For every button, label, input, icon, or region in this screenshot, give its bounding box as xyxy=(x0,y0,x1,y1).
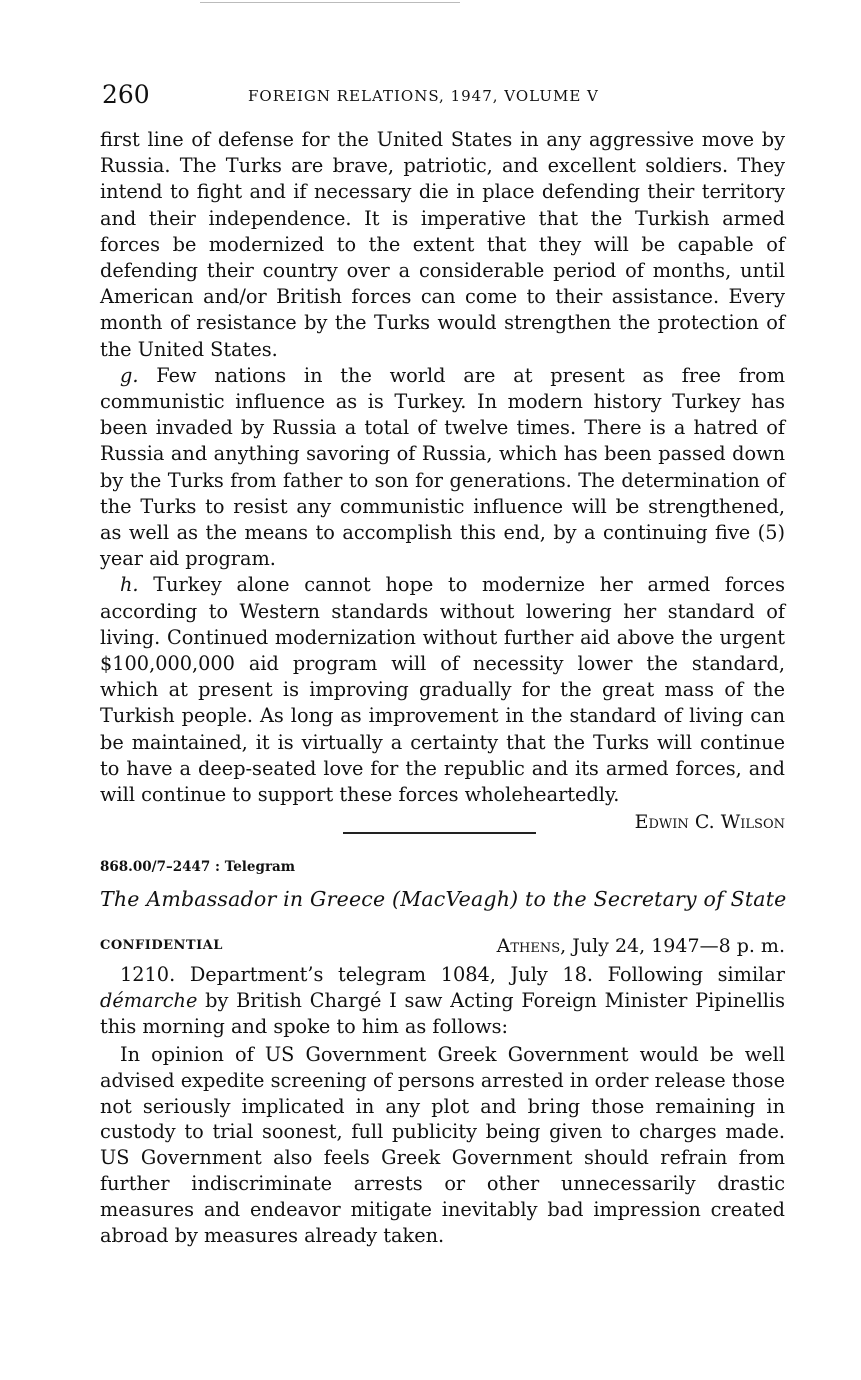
telegram-paragraph-1 xyxy=(100,962,785,1040)
telegram-p1-rest: by British Chargé I saw Acting Foreign Minister Pipinellis this morning and spoke to him as follows: xyxy=(100,988,785,1038)
file-reference: 868.00/7–2447 : Telegram xyxy=(100,859,296,875)
dateline xyxy=(497,932,785,960)
paragraph-g xyxy=(100,363,785,573)
section-divider xyxy=(343,832,536,834)
top-edge-rule xyxy=(200,2,460,3)
page-number: 260 xyxy=(102,80,150,109)
signature: Edwin C. Wilson xyxy=(634,811,785,834)
telegram-p1-demarche: démarche xyxy=(100,988,198,1012)
paragraph-g-label: g. xyxy=(120,363,139,387)
telegram-paragraph-2: In opinion of US Government Greek Government would be well advised expedite screening of persons arrested in order release those not seriously implicated in any plot and bring those remaining in custody to trial soonest, full publicity being given to charges made. US Government also feels Greek Government should refrain from further indiscriminate arrests or other unnecessarily drastic measures and endeavor mitigate inevitably bad impression created abroad by measures already taken. xyxy=(100,1042,785,1248)
dateline-place: Athens, xyxy=(496,935,567,957)
page-header xyxy=(100,78,785,112)
letter-body xyxy=(100,127,785,834)
classification-row xyxy=(100,932,785,960)
running-head: FOREIGN RELATIONS, 1947, VOLUME V xyxy=(248,87,599,105)
paragraph-continued: first line of defense for the United States in any aggressive move by Russia. The Turks are brave, patriotic, and excellent soldiers. They intend to fight and if necessary die in place defending their territory and their independence. It is imperative that the Turkish armed forces be modernized to the extent that they will be capable of defending their country over a considerable period of months, until American and/or British forces can come to their assistance. Every month of resistance by the Turks would strengthen the protection of the United States. xyxy=(100,128,785,361)
paragraph-g-text: Few nations in the world are at present as free from communistic influence as is Turkey. In modern history Turkey has been invaded by Russia a total of twelve times. There is a hatred of Russia and anything savoring of Russia, which has been passed down by the Turks from father to son for generations. The determination of the Turks to resist any communistic influence will be strengthened, as well as the means to accomplish this end, by a continuing five (5) year aid program. xyxy=(100,363,785,571)
paragraph-h-text: Turkey alone cannot hope to modernize her armed forces according to Western standards without lowering her standard of living. Continued modernization without further aid above the urgent $100,000,000 aid program will of necessity lower the standard, which at present is improving gradually for the great mass of the Turkish people. As long as improvement in the standard of living can be maintained, it is virtually a certainty that the Turks will continue to have a deep-seated love for the republic and its armed forces, and will continue to support these forces wholeheartedly. xyxy=(100,573,785,807)
dateline-time: July 24, 1947—8 p. m. xyxy=(572,935,785,957)
classification-label: CONFIDENTIAL xyxy=(100,938,223,953)
telegram-p1-lead: 1210. Department’s telegram 1084, July 18. Following similar xyxy=(120,963,785,986)
paragraph-h xyxy=(100,572,785,808)
telegram-body xyxy=(100,962,785,1249)
document-title: The Ambassador in Greece (MacVeagh) to the Secretary of State xyxy=(100,887,787,911)
paragraph-h-label: h. xyxy=(120,573,139,597)
